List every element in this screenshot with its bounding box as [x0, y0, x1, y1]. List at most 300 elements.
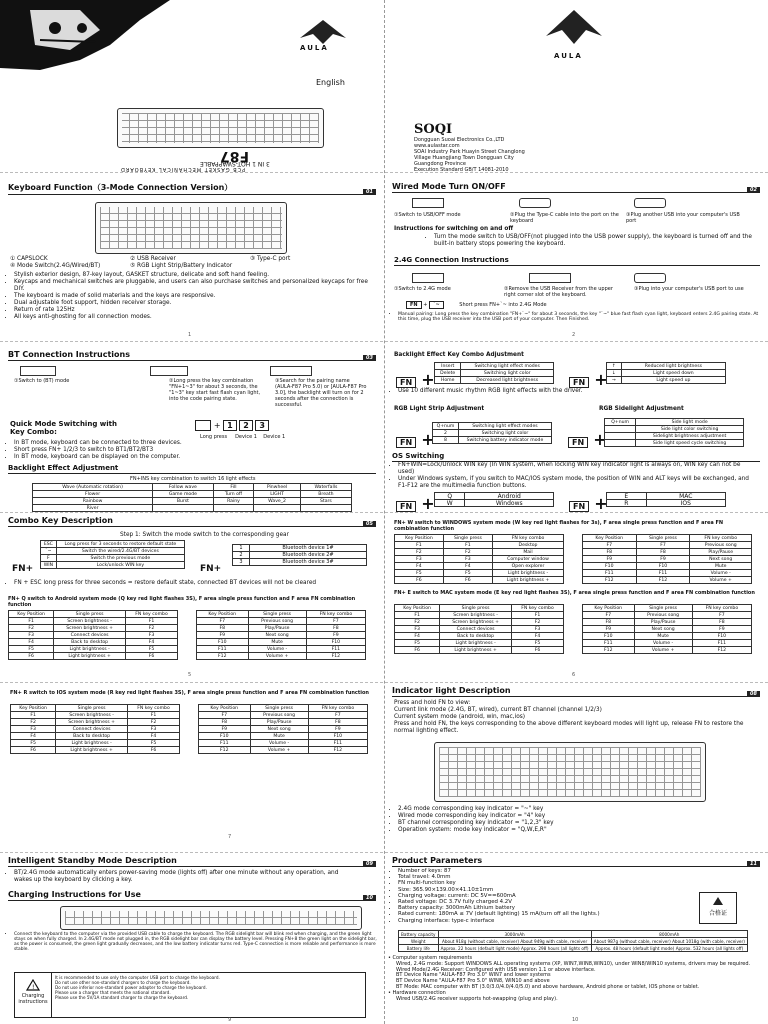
table-cell: ↑: [607, 363, 622, 370]
cable-icon: [519, 198, 551, 208]
ios-mode-panel: [0, 686, 384, 852]
table-cell: Screen brightness +: [56, 719, 128, 726]
mac-table-left: [394, 604, 564, 654]
table-cell: W: [435, 500, 465, 507]
table-cell: Switching light effect modes: [461, 363, 554, 370]
sidelight-table: [604, 418, 744, 447]
table-cell: F1: [395, 542, 444, 549]
subsection-title: [394, 256, 760, 266]
warning-line: Please use a charger that meets the national standard.: [55, 990, 171, 995]
table-row: [583, 647, 752, 654]
table-row: [33, 484, 352, 491]
column-header: Key Position: [395, 535, 444, 542]
table-row: [435, 363, 554, 370]
driver-note: [388, 388, 583, 395]
table-cell: Side light speed cycle switching: [636, 440, 744, 447]
list-item: • Battery capacity: 3000mAh Lithium battery: [398, 905, 688, 911]
wired-diagram: [394, 196, 754, 210]
page-number: 5: [188, 672, 192, 678]
table-cell: F5: [511, 640, 563, 647]
fn-combo-2: FN +: [569, 370, 608, 389]
section-title: [8, 856, 376, 867]
table-row: [11, 740, 180, 747]
title-text: OS Switching: [392, 452, 445, 460]
column-header: Key Position: [583, 535, 637, 542]
table-row: [433, 423, 552, 430]
step: ③Search for the pairing name (AULA-F87 Pro 5.0) or [AULA-F87 Pro 3.0], the backlight will turn on for 2 seconds after the connection is successful.: [275, 378, 367, 408]
step: ①Switch to USB/OFF mode: [394, 212, 461, 218]
table-cell: [605, 440, 636, 447]
table-row: [199, 733, 368, 740]
table-row: [433, 437, 552, 444]
company-info: [414, 137, 525, 173]
table-cell: About 918g (without cable, receiver) About 949g with cable, receiver: [438, 938, 591, 945]
fold-line-3: [0, 512, 768, 513]
backlight-combo-panel: [384, 348, 768, 512]
table-row: [605, 440, 744, 447]
page-number: 6: [572, 672, 576, 678]
switch-icon: [412, 198, 444, 208]
charging-keyboard-illustration: [60, 906, 362, 930]
list-item: • BT channel corresponding key indicator = "1,2,3" key: [398, 820, 758, 827]
table-cell: F2: [511, 619, 563, 626]
column-header: 3000mAh: [438, 931, 591, 938]
table-row: [9, 646, 178, 653]
page-tag: 11: [747, 861, 760, 867]
android-title: FN+ Q switch to Android system mode (Q key red light flashes 3S), F area single press function and F area FN combination function: [8, 596, 356, 608]
table-cell: Home: [435, 377, 461, 384]
aula-logo-icon: [544, 8, 604, 48]
table-row: [583, 640, 752, 647]
table-row: [197, 639, 366, 646]
sidelight-title: RGB Sidelight Adjustment: [599, 406, 684, 412]
keyboard-illustration: [117, 108, 324, 148]
table-cell: Play/Pause: [248, 625, 306, 632]
table-cell: F12: [197, 653, 249, 660]
warning-box: [14, 972, 366, 1018]
shortpress-text: Short press FN+`~ into 2.4G Mode: [459, 302, 547, 308]
table-cell: F3: [11, 726, 56, 733]
column-header: FN key combo: [493, 535, 564, 542]
legend-item: ④ Mode Switch(2.4G/Wired/BT): [10, 263, 101, 269]
table-cell: Approx. 22 hours (default light mode) Approx. 298 hours (all lights off): [438, 945, 591, 952]
table-row: [583, 619, 752, 626]
table-row: [583, 556, 752, 563]
table-cell: F9: [308, 726, 367, 733]
rgb-strip-table: [432, 422, 552, 444]
fold-line-5: [0, 852, 768, 853]
table-cell: F7: [308, 712, 367, 719]
table-row: [395, 570, 564, 577]
table-row: [395, 633, 564, 640]
legend-item: ② USB Receiver: [130, 256, 176, 262]
table-row: [33, 505, 352, 512]
bt-device-table: [232, 544, 367, 566]
table-header-row: [9, 611, 178, 618]
warning-line: It is recommended to use only the computer USB port to charge the keyboard.: [55, 975, 220, 980]
switch-icon: [412, 273, 444, 283]
table-cell: Windows: [465, 500, 554, 507]
table-row: [11, 726, 180, 733]
table-cell: Open explorer: [493, 563, 564, 570]
section-title: [392, 182, 760, 193]
fn-combo-bt: FN+: [200, 564, 222, 574]
list-item: • Charging voltage: current: DC 5V==600mA: [398, 893, 688, 899]
table-row: [233, 545, 367, 552]
fn-key-icon: FN: [406, 301, 422, 309]
table-cell: F12: [583, 577, 637, 584]
table-cell: F6: [125, 653, 177, 660]
table-cell: F1: [511, 612, 563, 619]
table-cell: F3: [9, 632, 54, 639]
table-cell: Wave_2: [254, 498, 301, 505]
column-header: FN key combo: [125, 611, 177, 618]
table-cell: Computer window: [493, 556, 564, 563]
table-cell: Light brightness -: [56, 740, 128, 747]
wired-mode-panel: [384, 180, 768, 340]
table-cell: F12: [583, 647, 635, 654]
column-header: FN key combo: [690, 535, 752, 542]
table-cell: F7: [692, 612, 751, 619]
page-number: 10: [572, 1017, 579, 1023]
table-cell: F4: [511, 633, 563, 640]
table-row: [399, 945, 748, 952]
table-row: [197, 632, 366, 639]
table-cell: Volume -: [634, 640, 692, 647]
table-cell: River: [33, 505, 153, 512]
language-label: English: [316, 78, 345, 87]
table-cell: F12: [306, 653, 365, 660]
table-row: [9, 618, 178, 625]
table-row: [9, 625, 178, 632]
table-cell: F7: [583, 612, 635, 619]
table-cell: F3: [443, 556, 492, 563]
table-cell: Bluetooth device 2#: [250, 552, 367, 559]
standby-note: [4, 870, 354, 884]
backlight-effects-table: [32, 483, 352, 512]
table-cell: Light brightness -: [440, 640, 512, 647]
req-line: Wired, 2.4G mode: Support WINDOWS ALL operating systems (XP, WIN7,WIN8,WIN10), under WIN8/WIN10 systems, drivers may be required.: [396, 960, 751, 967]
table-cell: F5: [127, 740, 179, 747]
column-header: FN key combo: [308, 705, 367, 712]
section-title: [392, 686, 760, 697]
table-cell: Screen brightness -: [56, 712, 128, 719]
parameter-list: [388, 868, 688, 924]
fn-key-icon: FN: [569, 501, 589, 512]
list-item: • Under Windows system, if you switch to MAC/IOS system mode, the position of WIN and ALT keys will be exchanged, and F1-F12 are the multimedia function buttons.: [398, 476, 758, 490]
table-cell: F4: [127, 733, 179, 740]
table-cell: Light speed down: [621, 370, 725, 377]
table-cell: F6: [511, 647, 563, 654]
list-item: • FN multi-function key: [398, 880, 688, 886]
table-cell: F8: [583, 549, 637, 556]
step: ①Switch to (BT) mode: [14, 378, 70, 384]
table-cell: Fill: [213, 484, 254, 491]
page-number: 1: [188, 332, 192, 338]
warning-lines: [55, 975, 355, 1000]
column-header: Single press: [248, 611, 306, 618]
table-cell: F9: [636, 556, 690, 563]
table-cell: WIN: [41, 562, 57, 569]
table-row: [395, 619, 564, 626]
table-cell: F4: [11, 733, 56, 740]
mac-table-right: [582, 604, 752, 654]
table-cell: F6: [11, 747, 56, 754]
table-cell: 3: [233, 559, 250, 566]
table-cell: Previous song: [634, 612, 692, 619]
title-text: Indicator light Description: [392, 686, 511, 695]
certificate-label: 合格证: [708, 910, 727, 917]
table-header-row: [197, 611, 366, 618]
qc-certificate: [699, 892, 737, 924]
shortpress-row: FN + `~ Short press FN+`~ into 2.4G Mode: [406, 301, 547, 309]
table-cell: Q+num: [605, 419, 636, 426]
table-cell: F8: [636, 549, 690, 556]
fn-key-icon: FN: [568, 437, 588, 448]
table-row: [583, 549, 752, 556]
table-cell: F10: [636, 563, 690, 570]
step: ①Switch to 2.4G mode: [394, 286, 451, 292]
company-line: SOAI Industry Park Huayin Street Changlong: [414, 149, 525, 155]
combo-note: [4, 580, 374, 587]
table-cell: F6: [127, 747, 179, 754]
page-tag: 03: [363, 355, 376, 361]
table-cell: F3: [127, 726, 179, 733]
table-cell: F9: [692, 626, 751, 633]
table-cell: Light brightness +: [493, 577, 564, 584]
title-text: Charging Instructions for Use: [8, 890, 141, 899]
ios-title: FN+ R switch to IOS system mode (R key red light flashes 3S), F area single press function and F area FN combination function: [10, 690, 369, 696]
column-header: Key Position: [197, 611, 249, 618]
column-header: Key Position: [9, 611, 54, 618]
fn-combo-os2: FN +: [569, 494, 608, 513]
warning-icon: [26, 979, 40, 991]
table-cell: Mute: [250, 733, 308, 740]
table-cell: F6: [443, 577, 492, 584]
company-line: Execution Standard GB/T 14081-2010: [414, 167, 509, 173]
list-item: • Rated current: 180mA ≤ 7V (default lighting) 15 mA(turn off all the lights.): [398, 911, 688, 917]
step: ③Plug another USB into your computer's USB port: [626, 212, 740, 224]
table-cell: Stars: [300, 498, 351, 505]
page-tag: 10: [363, 895, 376, 901]
table-cell: Switching light color: [461, 370, 554, 377]
table-row: [607, 363, 726, 370]
table-cell: F1: [127, 712, 179, 719]
cover-tagline: 3 IN 1 HOT-SWAPPABLE: [200, 160, 270, 167]
table-row: [199, 712, 368, 719]
warning-label: Charging instructions: [18, 993, 48, 1005]
table-row: [395, 612, 564, 619]
table-cell: Weight: [399, 938, 439, 945]
table-cell: F9: [583, 556, 637, 563]
table-cell: Switch the wired/2.4G/BT devices: [56, 548, 184, 555]
table-row: [607, 500, 726, 507]
charging-text: [4, 932, 379, 952]
step-text: Step 1: Switch the mode switch to the corresponding gear: [120, 532, 289, 538]
table-header-row: [395, 535, 564, 542]
table-cell: F2: [11, 719, 56, 726]
key3-icon: 3: [255, 420, 269, 431]
table-cell: F4: [443, 563, 492, 570]
table-cell: F2: [443, 549, 492, 556]
list-item: • Wired mode corresponding key indicator = "4" key: [398, 813, 758, 820]
table-row: [435, 377, 554, 384]
table-row: [9, 639, 178, 646]
table-cell: F1: [125, 618, 177, 625]
table-cell: F6: [9, 653, 54, 660]
table-cell: F1: [9, 618, 54, 625]
mac-title: FN+ E switch to MAC system mode (E key red light flashes 3S), F area single press function and F area FN combination function: [394, 590, 755, 596]
title-text: Backlight Effect Adjustment: [8, 464, 119, 472]
table-cell: Next song: [634, 626, 692, 633]
table-cell: Game mode: [153, 491, 214, 498]
table-cell: F2: [395, 549, 444, 556]
table-cell: F5: [395, 640, 440, 647]
table-cell: F11: [636, 570, 690, 577]
table-cell: F5: [395, 570, 444, 577]
intro-line: Press and hold FN to view:: [394, 700, 471, 706]
table-cell: F10: [199, 733, 251, 740]
table-cell: F7: [583, 542, 637, 549]
table-cell: ESC: [41, 541, 57, 548]
table-cell: F4: [395, 633, 440, 640]
hw-line: Wired USB/2.4G receiver supports hot-swapping (plug and play).: [396, 995, 558, 1002]
title-text: Combo Key Description: [8, 516, 113, 525]
device-list-icon: [270, 366, 312, 376]
list-item: • Use 10 different music rhythm RGB light effects with the driver.: [398, 388, 583, 395]
table-cell: F6: [395, 577, 444, 584]
fn-combo-main: FN+: [12, 564, 34, 574]
table-cell: F5: [9, 646, 54, 653]
table-row: [583, 570, 752, 577]
fn-key-icon: FN: [396, 501, 416, 512]
os-notes: [388, 462, 758, 490]
list-item: • Total travel: 4.0mm: [398, 874, 688, 880]
table-cell: F11: [692, 640, 751, 647]
table-cell: 1: [233, 545, 250, 552]
table-cell: 2: [433, 430, 459, 437]
company-line: Village Huangjiang Town Dongguan City: [414, 155, 514, 161]
list-item: • Connect the keyboard to the computer via the provided USB cable to charge the keyboard. The RGB sidelight bar will blink red when charging, and the green light stays on when fully charged. In 2.4G/BT mode not plugged in, the RGB sidelight bar can display the battery level. Pressing FN+8 the green light on the sidelight bar, as the power is consumed, the green light gradually decreases, and the low battery indicator turns red. Type-C connection is more reliable and performance is more stable.: [14, 932, 379, 952]
column-header: FN key combo: [511, 605, 563, 612]
page-tag: 05: [363, 521, 376, 527]
table-cell: F4: [125, 639, 177, 646]
table-cell: Volume +: [634, 647, 692, 654]
receiver-icon: [529, 273, 571, 283]
fold-line-4: [0, 682, 768, 683]
combo-table-1: [434, 362, 554, 384]
list-item: • FN + ESC long press for three seconds = restore default state, connected BT devices will not be cleared: [14, 580, 374, 587]
table-cell: Next song: [690, 556, 752, 563]
list-item: • Return of rate 125Hz: [14, 307, 374, 314]
table-row: [395, 577, 564, 584]
indicator-intro: [394, 700, 754, 735]
table-header-row: [583, 605, 752, 612]
os-mode-panel: [384, 516, 768, 682]
table-row: [433, 430, 552, 437]
list-item: • All keys anti-ghosting for all connection modes.: [14, 314, 374, 321]
step: ②Plug the Type-C cable into the port on the keyboard: [510, 212, 619, 224]
table-cell: F2: [9, 625, 54, 632]
table-cell: F8: [197, 625, 249, 632]
table-cell: [153, 505, 214, 512]
table-cell: Switching battery indicator mode: [458, 437, 551, 444]
table-row: [41, 555, 185, 562]
table-cell: F3: [125, 632, 177, 639]
table-row: [395, 647, 564, 654]
list-item: • Stylish exterior design, 87-key layout, GASKET structure, delicate and soft hand feeling.: [14, 272, 374, 279]
table-cell: F3: [395, 556, 444, 563]
table-cell: Volume +: [248, 653, 306, 660]
table-cell: F: [41, 555, 57, 562]
subheading: Instructions for switching on and off: [394, 226, 514, 232]
indicator-panel: [384, 686, 768, 852]
table-cell: Switch the previous mode: [56, 555, 184, 562]
table-cell: F4: [9, 639, 54, 646]
certificate-icon: [712, 896, 724, 906]
table-cell: Volume +: [690, 577, 752, 584]
table-cell: Connect devices: [440, 626, 512, 633]
list-item: • 2.4G mode corresponding key indicator = "~" key: [398, 806, 758, 813]
page-tag: 08: [747, 691, 760, 697]
table-cell: Back to desktop: [56, 733, 128, 740]
list-item: • The keyboard is made of solid materials and the keys are responsive.: [14, 293, 374, 300]
table-cell: Volume -: [250, 740, 308, 747]
table-cell: Sidelight brightness adjustment: [636, 433, 744, 440]
legend: [10, 256, 380, 270]
table-cell: Volume -: [248, 646, 306, 653]
table-cell: F2: [125, 625, 177, 632]
table-cell: Play/Pause: [690, 549, 752, 556]
table-cell: Turn off: [213, 491, 254, 498]
fold-line-2: [0, 341, 768, 342]
table-cell: Decreased light brightness: [461, 377, 554, 384]
column-header: Single press: [443, 535, 492, 542]
table-row: [9, 632, 178, 639]
step: ③Plug into your computer's USB port to use: [634, 286, 744, 292]
page-tag: 02: [747, 187, 760, 193]
table-row: [233, 559, 367, 566]
warrior-mask-illustration: [0, 0, 170, 70]
table-row: [583, 633, 752, 640]
table-cell: Battery life: [399, 945, 439, 952]
table-header-row: [199, 705, 368, 712]
table-cell: Volume -: [690, 570, 752, 577]
req-line: BT Device Name "AULA-F87 Pro 3.0" WIN7 and lower systems: [396, 972, 551, 979]
table-cell: Pinwheel: [254, 484, 301, 491]
req-line: BT Mode: MAC computer with BT (3.0/3.0/4.0/4.0/5.0) and above hardware, Android phone or tablet, IOS phone or tablet.: [396, 983, 700, 990]
table-cell: F7: [306, 618, 365, 625]
model-name: F87: [220, 148, 250, 164]
table-cell: Play/Pause: [250, 719, 308, 726]
table-header-row: [583, 535, 752, 542]
standby-charging-panel: [0, 856, 384, 1024]
table-cell: F1: [395, 612, 440, 619]
table-cell: F3: [511, 626, 563, 633]
table-cell: F5: [125, 646, 177, 653]
tilde-key-icon: `~: [429, 301, 444, 309]
soai-logo: SOQI: [414, 122, 453, 137]
page-tag: 01: [363, 189, 376, 195]
table-cell: F12: [199, 747, 251, 754]
table-cell: Next song: [250, 726, 308, 733]
table-cell: F8: [308, 719, 367, 726]
quick-switch-keys: + 1 2 3: [195, 420, 269, 431]
table-cell: 8: [433, 437, 459, 444]
key-combo-icon: [150, 366, 188, 376]
company-line: Guangdong Province: [414, 161, 466, 167]
legend-item: ① CAPSLOCK: [10, 256, 48, 262]
